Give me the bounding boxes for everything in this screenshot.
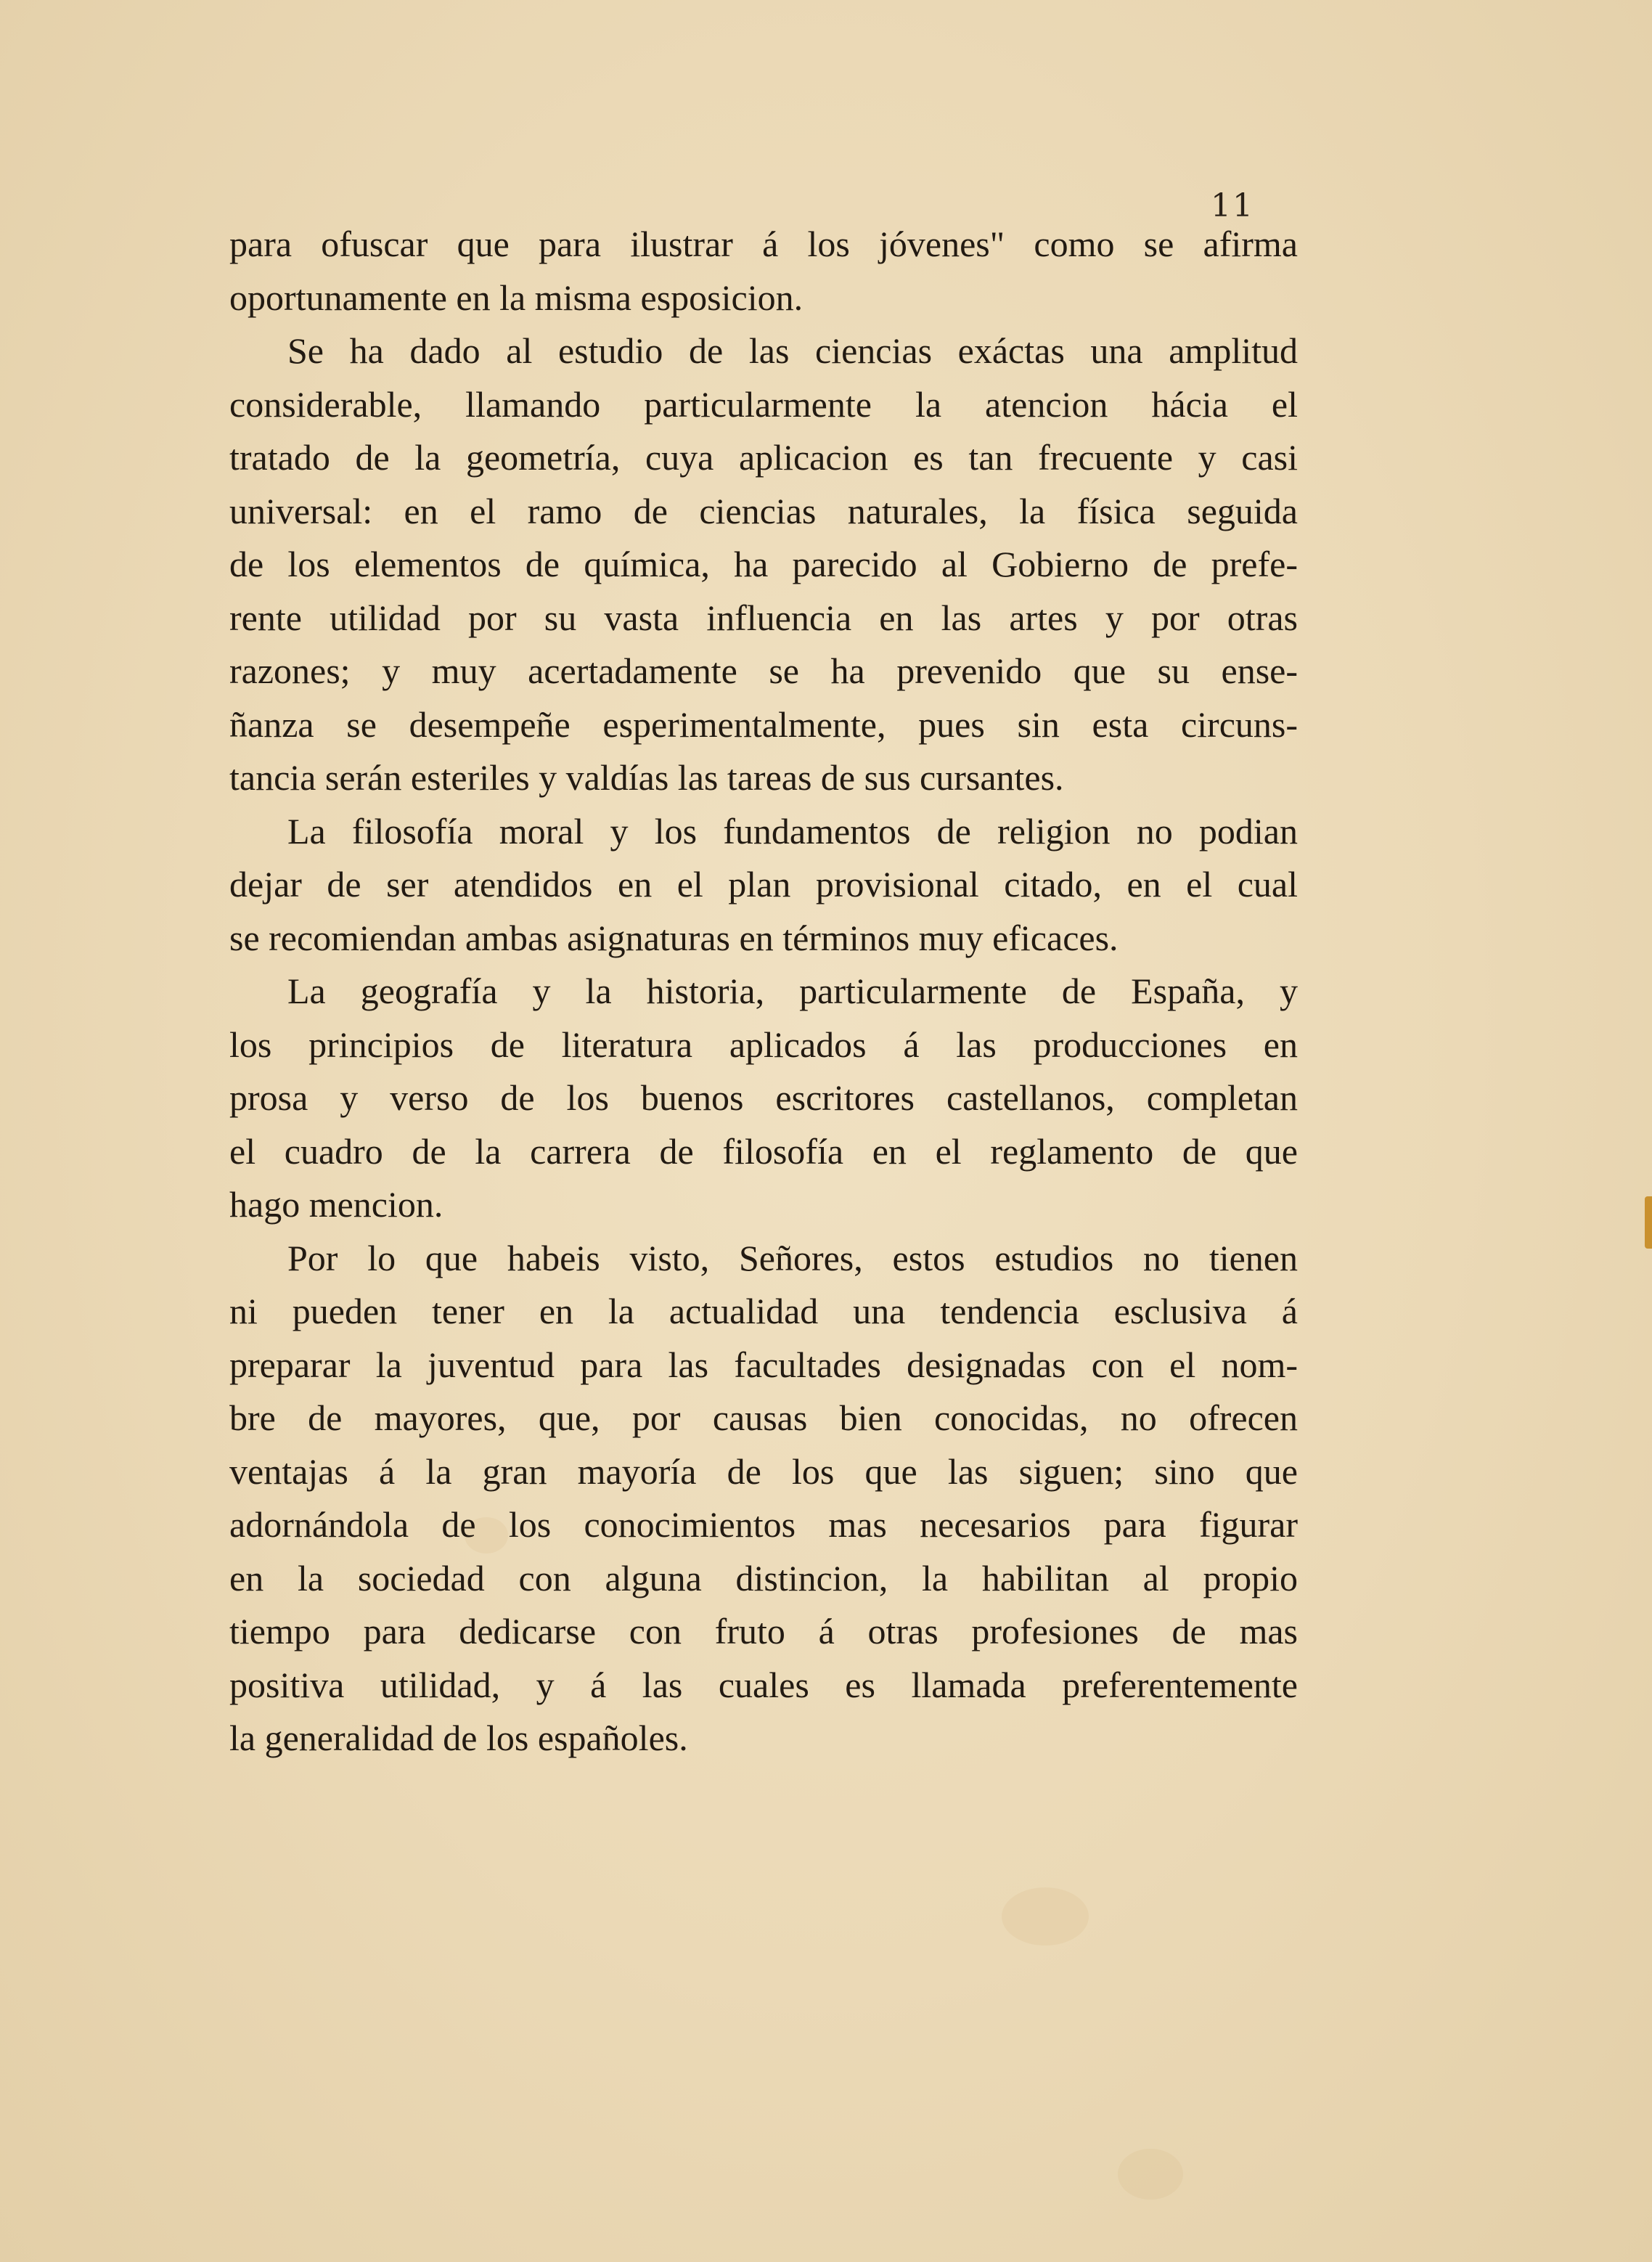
- text-line: ventajas á la gran mayoría de los que las siguen; sino que: [229, 1450, 1298, 1492]
- paragraph-first-line: La filosofía moral y los fundamentos de religion no podian: [287, 810, 1298, 852]
- page-number: 11: [1211, 187, 1254, 224]
- text-line: ni pueden tener en la actualidad una tendencia esclusiva á: [229, 1291, 1298, 1331]
- paragraph-first-line: Se ha dado al estudio de las ciencias exáctas una amplitud: [287, 330, 1298, 371]
- text-line: para ofuscar que para ilustrar á los jóvenes" como se afirma: [229, 224, 1298, 264]
- text-line: en la sociedad con alguna distincion, la habilitan al propio: [229, 1557, 1298, 1598]
- text-line: considerable, llamando particularmente la atencion hácia el: [229, 383, 1298, 425]
- text-line: tiempo para dedicarse con fruto á otras profesiones de mas: [229, 1611, 1298, 1651]
- text-line: se recomiendan ambas asignaturas en términos muy eficaces.: [229, 917, 1119, 958]
- text-line: de los elementos de química, ha parecido al Gobierno de prefe-: [229, 544, 1298, 584]
- text-line: razones; y muy acertadamente se ha prevenido que su ense-: [229, 650, 1298, 691]
- paragraph-first-line: Por lo que habeis visto, Señores, estos estudios no tienen: [287, 1237, 1298, 1278]
- text-line: rente utilidad por su vasta influencia en las artes y por otras: [229, 597, 1298, 638]
- text-line: los principios de literatura aplicados á las producciones en: [229, 1024, 1298, 1065]
- page-edge-tab: [1645, 1196, 1652, 1249]
- text-line: tratado de la geometría, cuya aplicacion es tan frecuente y casi: [229, 437, 1298, 478]
- text-line: bre de mayores, que, por causas bien conocidas, no ofrecen: [229, 1397, 1298, 1438]
- text-line: hago mencion.: [229, 1184, 443, 1225]
- text-line: la generalidad de los españoles.: [229, 1718, 688, 1758]
- paragraph-first-line: La geografía y la historia, particularmente de España, y: [287, 971, 1298, 1011]
- text-line: el cuadro de la carrera de filosofía en el reglamento de que: [229, 1130, 1298, 1172]
- text-line: oportunamente en la misma esposicion.: [229, 277, 803, 318]
- text-line: adornándola de los conocimientos mas necesarios para figurar: [229, 1504, 1298, 1545]
- text-line: prosa y verso de los buenos escritores castellanos, completan: [229, 1077, 1298, 1118]
- text-line: universal: en el ramo de ciencias naturales, la física seguida: [229, 490, 1298, 531]
- foxing-stain: [1002, 1887, 1089, 1945]
- text-line: preparar la juventud para las facultades designadas con el nom-: [229, 1344, 1298, 1385]
- text-line: dejar de ser atendidos en el plan provisional citado, en el cual: [229, 864, 1298, 905]
- text-line: ñanza se desempeñe esperimentalmente, pues sin esta circuns-: [229, 703, 1298, 745]
- text-line: tancia serán esteriles y valdías las tareas de sus cursantes.: [229, 757, 1064, 798]
- foxing-stain: [1118, 2149, 1183, 2200]
- body-text: [229, 218, 1298, 1765]
- text-line: positiva utilidad, y á las cuales es llamada preferentemente: [229, 1664, 1298, 1705]
